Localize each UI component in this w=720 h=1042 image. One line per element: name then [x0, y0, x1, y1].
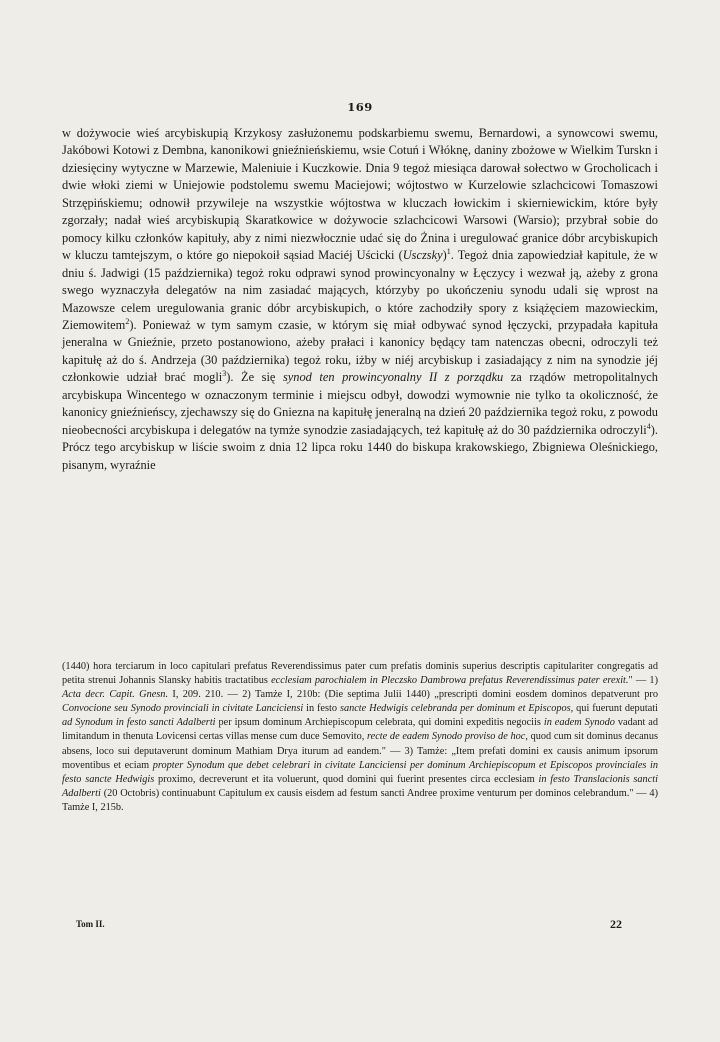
- footnote-marker: 4: [649, 787, 655, 799]
- footnote-marker: 2: [242, 689, 248, 701]
- footnote-marker: 3: [404, 745, 410, 757]
- footnote-marker: 1: [649, 675, 655, 687]
- emphasis: Usczsky: [402, 248, 443, 263]
- footnotes: [62, 660, 658, 815]
- footnote-paragraph: (1440) hora terciarum in loco capitulari prefatus Reverendissimus pater cum prefatis dominis superius descriptis capitulariter congregatis ad petita strenui Johannis Slansky habitis tractatibus ecclesiam parochialem in Pleczsko Dambrowa prefatus Reverendissimus pater erexit." — 1) Acta decr. Capit. Gnesn. I, 209. 210. — 2) Tamże I, 210b: (Die septima Julii 1440) „prescripti domini eosdem dominos depatverunt pro Convocione seu Synodo provinciali in civitate Lanciciensi in festo sancte Hedwigis celebranda per dominum et Episcopos, qui fuerunt deputati ad Synodum in festo sancti Adalberti per ipsum dominum Archiepiscopum celebrata, qui domini expeditis negociis in eadem Synodo vadant ad limitandum in thenuta Lovicensi certas villas mense cum duce Semovito, recte de eadem Synodo proviso de hoc, quod cum sit dominus decanus absens, loco sui deputaverunt dominum Mathiam Drya iturum ad eandem." — 3) Tamże: „Item prefati domini ex causis animum ipsorum moventibus et eciam propter Synodum que debet celebrari in civitate Lanciciensi per dominum Archiepiscopum et Episcopos provinciales in festo sancte Hedwigis proximo, decreverunt et ita voluerunt, quod domini qui fuerint presentes circa ecclesiam in festo Translacionis sancti Adalberti (20 Octobris) continuabunt Capitulum ex causis eisdem ad festum sancti Andree proxime venturum per dominos celebrandum." — 4) Tamże I, 215b.: [62, 661, 659, 813]
- main-paragraph: w dożywocie wieś arcybiskupią Krzykosy zasłużonemu podskarbiemu swemu, Bernardowi, a synowcowi swemu, Jakóbowi Kotowi z Dembna, kanonikowi gnieźnieńskiemu, wsie Cotuń i Włóknę, daniny zbożowe w Wielkim Turskn i dziesięciny wytyczne w Marzewie, Maleniuie i Kuczkowie. Dnia 9 tegoż miesiąca darował sołectwo w Grocholicach i dwie włoki ziemi w Uniejowie podstolemu swemu Maciejowi; wójtostwo w Kurzelowie szlachcicowi Tomaszowi Strzępińskiemu; odnowił przywileje na wszystkie wójtostwa w kluczach łowickim i skierniewickim, które były zgorzały; nadał wieś arcybiskupią Skaratkowice w dożywocie szlachcicowi Warsowi (Warsio); przybrał sobie do pomocy kilku członków kapituły, aby z nimi niezwłocznie udać się do Żnina i uregulować granice dóbr arcybiskupich w kluczu tamtejszym, o które go niepokoił sąsiad Maciéj Uścicki (Usczsky)$^1$. Tegoż dnia zapowiedział kapitule, że w dniu ś. Jadwigi (15 października) tegoż roku odprawi synod prowincyonalny w Łęczycy i wezwał ją, ażeby z grona swego wyznaczyła delegatów na nim zasiadać mających, którzyby po ukończeniu synodu udali się wprost na Mazowsze celem uregulowania granic dóbr arcybiskupich, o które zachodziły spory z książęciem mazowieckim, Ziemowitem$^2$). Ponieważ w tym samym czasie, w którym się miał odbywać synod łęczycki, przypadała kapituła jeneralna w Gnieźnie, przeto postanowiono, ażeby prałaci i kanonicy będący tam natenczas obecni, odroczyli też kapitułę aż do ś. Andrzeja (30 października) tegoż roku, iżby w niéj arcybiskup i zasiadający z nim na synodzie jéj członkowie udział brać mogli$^3$). Że się synod ten prowincyonalny II z porządku za rządów metropolitalnych arcybiskupa Wincentego w oznaczonym terminie i miejscu odbył, dowodzi wymownie nie tylko ta okoliczność, że kanonicy gnieźnieńscy, zjechawszy się do Gniezna na kapitułę jeneralną na dzień 20 października tegoż roku, z powodu nieobecności arcybiskupa i delegatów na tymże synodzie zasiadających, też kapitułę aż do 30 października odroczyli$^4$). Prócz tego arcybiskup w liście swoim z dnia 12 lipca roku 1440 do biskupa krakowskiego, Zbigniewa Oleśnickiego, pisanym, wyraźnie: [62, 126, 659, 472]
- main-text: [62, 125, 658, 474]
- volume-signature: Tom II.: [76, 919, 105, 929]
- footnote-ref: 1: [446, 247, 451, 257]
- sheet-number: 22: [610, 917, 622, 931]
- footnote-ref: 3: [222, 369, 227, 379]
- footnote-ref: 4: [646, 421, 651, 431]
- page-number: 169: [347, 100, 373, 114]
- emphasis: synod ten prowincyonalny II z porządku: [282, 370, 504, 385]
- footnote-ref: 2: [125, 316, 130, 326]
